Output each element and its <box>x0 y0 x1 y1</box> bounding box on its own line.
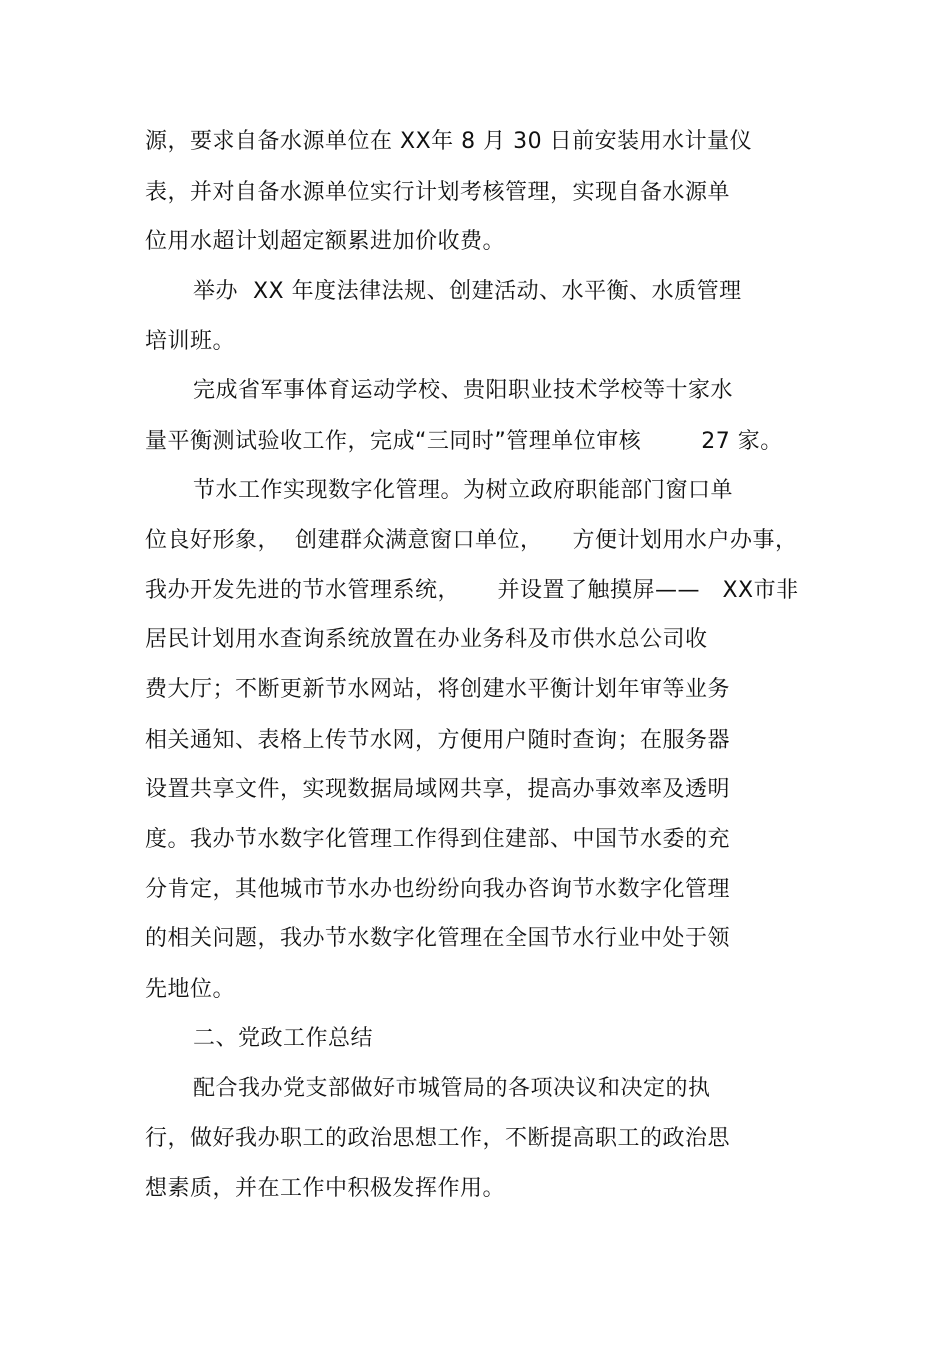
text-line: 相关通知、表格上传节水网，方便用户随时查询；在服务器 <box>145 728 731 753</box>
text-line: 表，并对自备水源单位实行计划考核管理，实现自备水源单 <box>145 180 731 205</box>
text-line: 培训班。 <box>145 329 236 354</box>
paragraph-start-line: 完成省军事体育运动学校、贵阳职业技术学校等十家水 <box>193 378 734 403</box>
text-line: 设置共享文件，实现数据局域网共享，提高办事效率及透明 <box>145 777 731 802</box>
text-line: 位用水超计划超定额累进加价收费。 <box>145 229 506 254</box>
text-line: 居民计划用水查询系统放置在办业务科及市供水总公司收 <box>145 627 708 652</box>
text-line: 的相关问题，我办节水数字化管理在全国节水行业中处于领 <box>145 926 731 951</box>
text-line: 位良好形象， 创建群众满意窗口单位， 方便计划用水户办事， <box>145 528 798 553</box>
paragraph-start-line: 配合我办党支部做好市城管局的各项决议和决定的执 <box>193 1076 711 1101</box>
text-line: 度。我办节水数字化管理工作得到住建部、中国节水委的充 <box>145 827 731 852</box>
text-line: 想素质，并在工作中积极发挥作用。 <box>145 1176 506 1201</box>
paragraph-start-line: 举办 XX 年度法律法规、创建活动、水平衡、水质管理 <box>193 279 742 304</box>
text-line: 源，要求自备水源单位在 XX年 8 月 30 日前安装用水计量仪 <box>145 129 753 154</box>
text-line: 行，做好我办职工的政治思想工作，不断提高职工的政治思 <box>145 1126 731 1151</box>
paragraph-start-line: 节水工作实现数字化管理。为树立政府职能部门窗口单 <box>193 478 734 503</box>
text-line: 分肯定，其他城市节水办也纷纷向我办咨询节水数字化管理 <box>145 877 731 902</box>
section-heading: 二、党政工作总结 <box>193 1026 374 1051</box>
text-line: 费大厅；不断更新节水网站，将创建水平衡计划年审等业务 <box>145 677 731 702</box>
text-line: 我办开发先进的节水管理系统， 并设置了触摸屏—— XX市非 <box>145 578 799 603</box>
text-line: 先地位。 <box>145 977 236 1002</box>
text-line: 量平衡测试验收工作，完成“三同时”管理单位审核 27 家。 <box>145 429 783 454</box>
